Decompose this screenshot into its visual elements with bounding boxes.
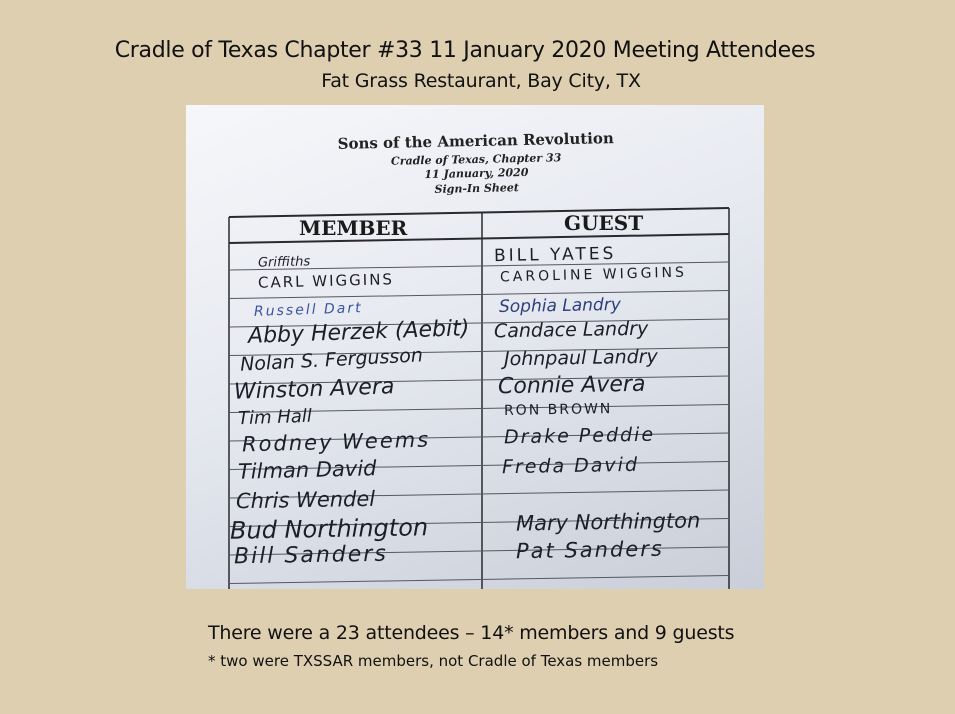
guest-entry: CAROLINE WIGGINS <box>499 264 688 286</box>
guest-entry: Freda David <box>501 453 640 479</box>
sheet-row-line <box>229 291 729 299</box>
member-entry: Griffiths <box>257 254 311 271</box>
member-entry: Nolan S. Fergusson <box>239 344 424 376</box>
sheet-org: Sons of the American Revolution <box>337 129 615 153</box>
slide-subtitle: Fat Grass Restaurant, Bay City, TX <box>321 70 641 92</box>
member-entry: Winston Avera <box>233 374 395 405</box>
attendance-note: * two were TXSSAR members, not Cradle of Texas members <box>208 652 659 670</box>
member-entry: Tim Hall <box>237 405 313 430</box>
member-entry: Abby Herzek (Aebit) <box>247 316 470 349</box>
guest-entry: Johnpaul Landry <box>503 345 658 371</box>
member-entry: Bill Sanders <box>233 541 389 570</box>
guest-column-header: GUEST <box>564 211 644 235</box>
guest-entry: Drake Peddie <box>503 423 656 449</box>
sign-in-sheet-photo <box>186 105 764 589</box>
guest-entry: BILL YATES <box>493 243 617 267</box>
guest-entry: Connie Avera <box>497 371 646 400</box>
member-entry: Chris Wendel <box>235 486 376 514</box>
slide-title: Cradle of Texas Chapter #33 11 January 2020 Meeting Attendees <box>114 38 816 63</box>
sheet-date: 11 January, 2020 <box>424 165 529 182</box>
sheet-title: Sign-In Sheet <box>434 181 520 196</box>
member-entry: Bud Northington <box>229 513 429 545</box>
sheet-chapter: Cradle of Texas, Chapter 33 <box>390 151 562 168</box>
member-column-header: MEMBER <box>299 216 408 240</box>
guest-entry: Candace Landry <box>493 317 649 343</box>
guest-entry: Pat Sanders <box>515 536 664 564</box>
member-entry: CARL WIGGINS <box>257 270 395 292</box>
guest-entry: Mary Northington <box>515 508 701 536</box>
member-entry: Russell Dart <box>253 300 363 320</box>
attendance-summary: There were a 23 attendees – 14* members and 9 guests <box>208 622 735 644</box>
guest-entry: RON BROWN <box>503 401 613 419</box>
sheet-row-line <box>229 576 729 584</box>
guest-entry: Sophia Landry <box>498 294 621 318</box>
member-entry: Tilman David <box>237 456 377 484</box>
member-entry: Rodney Weems <box>241 427 431 457</box>
